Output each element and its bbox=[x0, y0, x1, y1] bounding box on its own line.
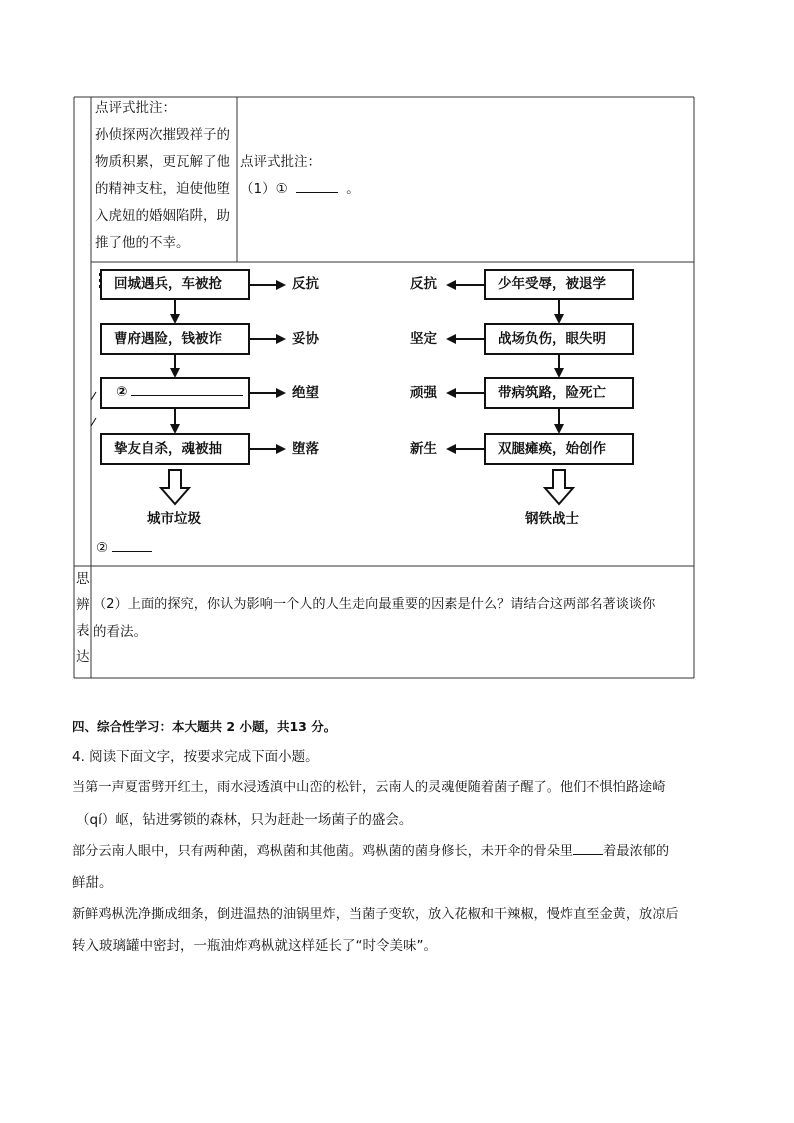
right-result-label: 反抗 bbox=[410, 276, 437, 292]
left-result-label: 绝望 bbox=[292, 385, 319, 401]
left-result-label: 妥协 bbox=[292, 331, 319, 347]
hollow-down-arrow-icon bbox=[161, 470, 189, 504]
annotation-line: 入虎妞的婚姻陷阱，助 bbox=[95, 208, 230, 224]
passage-line: （qí）岖，钻进雾锁的森林，只为赶赴一场菌子的盛会。 bbox=[76, 812, 413, 828]
left-box-blank-label: ② bbox=[116, 381, 243, 403]
section-4-heading: 四、综合性学习：本大题共 2 小题，共13 分。 bbox=[72, 719, 337, 734]
passage-line: 部分云南人眼中，只有两种菌，鸡枞菌和其他菌。鸡枞菌的菌身修长，未开伞的骨朵里 着最浓郁的 bbox=[72, 844, 670, 859]
left-result-label: 反抗 bbox=[292, 276, 319, 292]
passage-line: 转入玻璃罐中密封，一瓶油炸鸡枞就这样延长了“时令美味”。 bbox=[72, 938, 437, 954]
category-char: 辨 bbox=[76, 597, 90, 613]
question-2-line: 的看法。 bbox=[93, 624, 147, 640]
question-1-suffix: 。 bbox=[346, 181, 360, 197]
answer-2-prefix: ② bbox=[96, 540, 109, 556]
right-box-label: 带病筑路，险死亡 bbox=[498, 385, 606, 401]
answer-blank-box[interactable] bbox=[131, 395, 243, 396]
passage-line: 鲜甜。 bbox=[72, 875, 113, 891]
left-result-label: 堕落 bbox=[292, 441, 319, 457]
right-final-label: 钢铁战士 bbox=[525, 511, 579, 527]
hollow-down-arrow-icon bbox=[545, 470, 573, 504]
annotation-line: 点评式批注： bbox=[95, 100, 176, 116]
passage-answer-blank[interactable] bbox=[573, 854, 603, 855]
right-annotation-label: 点评式批注： bbox=[240, 154, 321, 170]
right-box-label: 战场负伤，眼失明 bbox=[498, 331, 606, 347]
left-box-label: 曹府遇险，钱被诈 bbox=[114, 331, 222, 347]
left-box-label: 挚友自杀，魂被抽 bbox=[114, 441, 222, 457]
annotation-line: 孙侦探两次摧毁祥子的 bbox=[95, 127, 230, 143]
right-result-label: 坚定 bbox=[410, 331, 437, 347]
passage-line: 新鲜鸡枞洗净撕成细条，倒进温热的油锅里炸，当菌子变软，放入花椒和干辣椒，慢炸直至金黄，放凉后 bbox=[72, 907, 679, 922]
right-result-label: 顽强 bbox=[410, 385, 437, 401]
answer-blank-1[interactable] bbox=[296, 192, 338, 193]
annotation-line: 物质积累，更瓦解了他 bbox=[95, 154, 230, 170]
question-4-intro: 4. 阅读下面文字，按要求完成下面小题。 bbox=[72, 749, 319, 765]
annotation-line: 推了他的不幸。 bbox=[95, 235, 190, 251]
right-result-label: 新生 bbox=[410, 441, 437, 457]
category-char: 思 bbox=[76, 571, 90, 587]
left-final-label: 城市垃圾 bbox=[147, 511, 201, 527]
flow-diagram bbox=[0, 262, 794, 566]
question-1-answer-line bbox=[240, 178, 360, 200]
right-box-label: 双腿瘫痪，始创作 bbox=[498, 441, 606, 457]
right-box-label: 少年受辱，被退学 bbox=[498, 276, 606, 292]
category-char: 表 bbox=[76, 623, 90, 639]
answer-blank-2[interactable] bbox=[112, 551, 152, 552]
question-2-line: （2）上面的探究，你认为影响一个人的人生走向最重要的因素是什么？请结合这两部名著谈谈你 bbox=[93, 597, 656, 612]
question-1-prefix: （1）① bbox=[240, 181, 288, 197]
passage-line: 当第一声夏雷劈开红土，雨水浸透滇中山峦的松针，云南人的灵魂便随着菌子醒了。他们不惧怕路途崎 bbox=[72, 780, 666, 795]
answer-2-line bbox=[96, 537, 152, 559]
left-box-label: 回城遇兵，车被抢 bbox=[114, 276, 222, 292]
annotation-line: 的精神支柱，迫使他堕 bbox=[95, 181, 230, 197]
category-char: 达 bbox=[76, 649, 90, 665]
